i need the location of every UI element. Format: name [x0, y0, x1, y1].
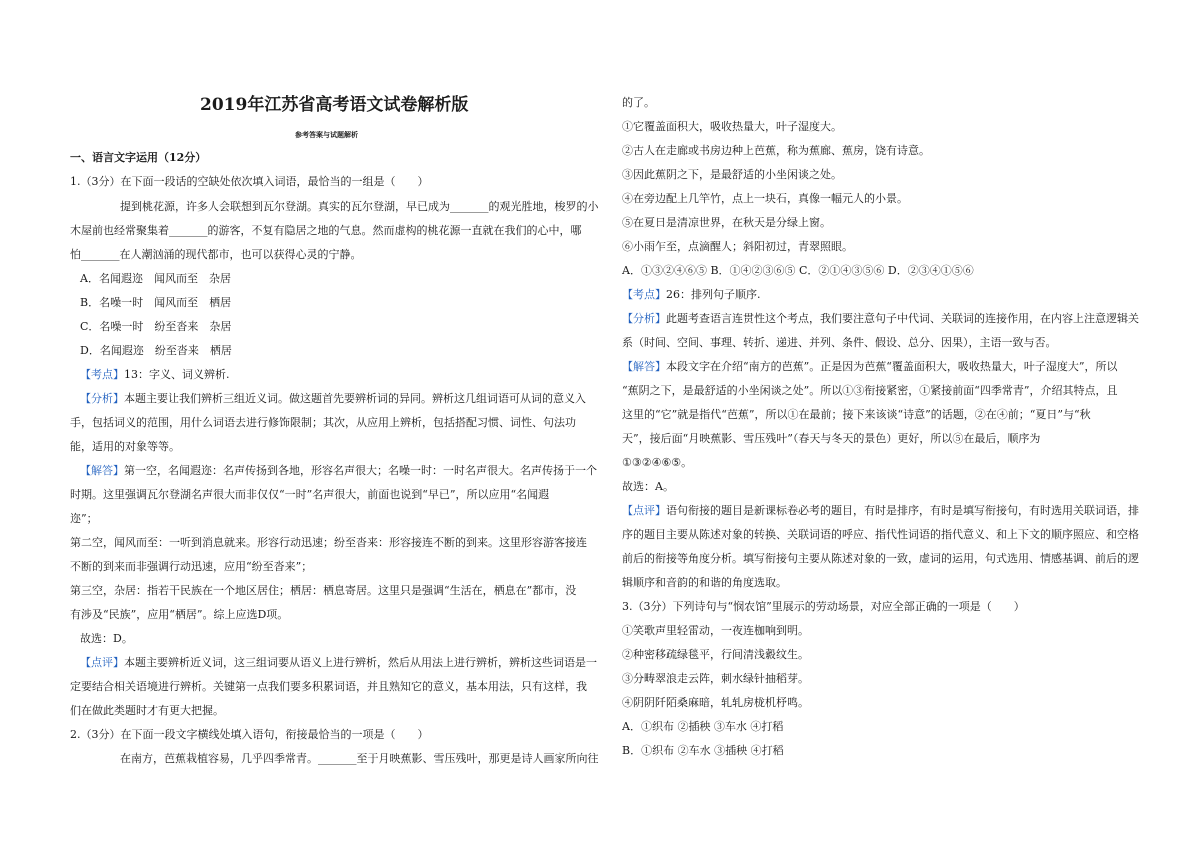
- q1-dianping: [80, 656, 597, 670]
- q2-sentence: ④在旁边配上几竿竹，点上一块石，真像一幅元人的小景。: [622, 192, 908, 205]
- q1-jieda-line: 第二空，闻风而至：一听到消息就来。形容行动迅速；纷至沓来：形容接连不断的到来。这里形容游客接连: [70, 536, 587, 549]
- q2-passage-line: 的了。: [622, 96, 655, 109]
- q2-sentence: ①它覆盖面积大，吸收热量大，叶子湿度大。: [622, 120, 842, 133]
- q2-jieda-line: 天”，接后面“月映蕉影、雪压残叶”（春天与冬天的景色）更好，所以⑤在最后，顺序为: [622, 432, 1041, 445]
- q1-jieda-line: 第三空，杂居：指若干民族在一个地区居住；栖居：栖息寄居。这里只是强调“生活在，栖息在”都市，没: [70, 584, 577, 597]
- q3-sentence: ③分畴翠浪走云阵，刺水绿针抽稻芽。: [622, 672, 809, 685]
- dianping-tag: 【点评】: [622, 504, 666, 517]
- q1-dianping-line: 定要结合相关语境进行辨析。关键第一点我们要多积累词语，并且熟知它的意义，基本用法，只有这样，我: [70, 680, 587, 693]
- kaodian-text: 26：排列句子顺序.: [666, 288, 761, 301]
- q1-fenxi-line: 手，包括词义的范围，用什么词语去进行修饰限制；其次，从应用上辨析，包括搭配习惯、词性、句法功: [70, 416, 576, 429]
- q2-dianping-line: 序的题目主要从陈述对象的转换、关联词语的呼应、指代性词语的指代意义、和上下文的顺序照应、和空格: [622, 528, 1139, 541]
- q3-sentence: ②种密移疏绿毯平，行间清浅縠纹生。: [622, 648, 809, 661]
- q2-options: A．①③②④⑥⑤ B．①④②③⑥⑤ C．②①④③⑤⑥ D．②③④①⑤⑥: [622, 264, 974, 277]
- q1-jieda-line: 迩”；: [70, 512, 98, 525]
- dianping-text: 本题主要辨析近义词，这三组词要从语义上进行辨析，然后从用法上进行辨析，辨析这些词语是一: [124, 656, 597, 669]
- kaodian-text: 13：字义、词义辨析.: [124, 368, 230, 381]
- page-subtitle: 参考答案与试题解析: [295, 130, 358, 139]
- q1-option-b: B．名噪一时 闻风而至 栖居: [80, 296, 232, 309]
- q2-fenxi: [622, 312, 1139, 326]
- q2-jieda: [622, 360, 1118, 374]
- dianping-tag: 【点评】: [80, 656, 124, 669]
- q2-fenxi-line: 系（时间、空间、事理、转折、递进、并列、条件、假设、总分、因果），主语一致与否。: [622, 336, 1057, 349]
- q2-sentence: ⑤在夏日是清凉世界，在秋天是分绿上窗。: [622, 216, 831, 229]
- q3-option-b: B．①织布 ②车水 ③插秧 ④打稻: [622, 744, 784, 757]
- q2-sentence: ③因此蕉阴之下，是最舒适的小坐闲谈之处。: [622, 168, 842, 181]
- fenxi-text: 此题考查语言连贯性这个考点，我们要注意句子中代词、关联词的连接作用，在内容上注意逻辑关: [666, 312, 1139, 325]
- q1-fenxi: [80, 392, 586, 406]
- question-2-stem: 2.（3分）在下面一段文字横线处填入语句，衔接最恰当的一项是（ ）: [70, 728, 429, 741]
- q2-sentence: ⑥小雨乍至，点滴醒人；斜阳初过，青翠照眼。: [622, 240, 853, 253]
- q1-option-a: A．名闻遐迩 闻风而至 杂居: [80, 272, 231, 285]
- q2-sentence: ②古人在走廊或书房边种上芭蕉，称为蕉廊、蕉房，饶有诗意。: [622, 144, 930, 157]
- q1-passage-line: 提到桃花源，许多人会联想到瓦尔登湖。真实的瓦尔登湖，早已成为_______的观光胜地，梭罗的小: [120, 200, 599, 213]
- q2-kaodian: [622, 288, 761, 302]
- q1-jieda-line: 时期。这里强调瓦尔登湖名声很大而非仅仅“一时”名声很大，前面也说到“早已”，所以应用“名闻遐: [70, 488, 550, 501]
- q3-sentence: ④阴阴阡陌桑麻暗，轧轧房栊机杼鸣。: [622, 696, 809, 709]
- q2-jieda-line: ①③②④⑥⑤。: [622, 456, 693, 469]
- question-3-stem: 3.（3分）下列诗句与“悯农馆”里展示的劳动场景，对应全部正确的一项是（ ）: [622, 600, 1025, 613]
- q1-passage-line: 怕_______在人潮汹涌的现代都市，也可以获得心灵的宁静。: [70, 248, 362, 261]
- kaodian-tag: 【考点】: [622, 288, 666, 301]
- q1-jieda-line: 有涉及“民族”，应用“栖居”。综上应选D项。: [70, 608, 289, 621]
- fenxi-tag: 【分析】: [622, 312, 666, 325]
- jieda-text: 第一空，名闻遐迩：名声传扬到各地，形容名声很大；名噪一时：一时名声很大。名声传扬于一个: [124, 464, 597, 477]
- q2-jieda-line: “蕉阴之下，是最舒适的小坐闲谈之处”。所以①③衔接紧密，①紧接前面“四季常青”，介绍其特点，且: [622, 384, 1118, 397]
- fenxi-text: 本题主要让我们辨析三组近义词。做这题首先要辨析词的异同。辨析这几组词语可从词的意义入: [124, 392, 586, 405]
- q3-option-a: A．①织布 ②插秧 ③车水 ④打稻: [622, 720, 784, 733]
- q2-dianping-line: 辑顺序和音韵的和谐的角度选取。: [622, 576, 787, 589]
- q1-dianping-line: 们在做此类题时才有更大把握。: [70, 704, 224, 717]
- q1-passage-line: 木屋前也经常聚集着_______的游客，不复有隐居之地的气息。然而虚构的桃花源一直就在我们的心中，哪: [70, 224, 582, 237]
- jieda-text: 本段文字在介绍“南方的芭蕉”。正是因为芭蕉“覆盖面积大，吸收热量大，叶子湿度大”，所以: [666, 360, 1118, 373]
- page-title: 2019年江苏省高考语文试卷解析版: [200, 95, 469, 115]
- q1-jieda: [80, 464, 597, 478]
- q1-option-d: D．名闻遐迩 纷至沓来 栖居: [80, 344, 232, 357]
- jieda-tag: 【解答】: [622, 360, 666, 373]
- q1-kaodian: [80, 368, 230, 382]
- q2-jieda-line: 这里的“它”就是指代“芭蕉”，所以①在最前；接下来该谈“诗意”的话题，②在④前；“夏日”与“秋: [622, 408, 1091, 421]
- q3-sentence: ①笑歌声里轻雷动，一夜连枷响到明。: [622, 624, 809, 637]
- q2-passage-line: 在南方，芭蕉栽植容易，几乎四季常青。_______至于月映蕉影、雪压残叶，那更是诗人画家所向往: [120, 752, 599, 765]
- dianping-text: 语句衔接的题目是新课标卷必考的题目，有时是排序，有时是填写衔接句，有时选用关联词语，排: [666, 504, 1139, 517]
- q2-dianping: [622, 504, 1139, 518]
- q2-answer: 故选：A。: [622, 480, 674, 493]
- section-heading: 一、语言文字运用（12分）: [70, 151, 207, 164]
- q2-dianping-line: 前后的衔接等角度分析。填写衔接句主要从陈述对象的一致，虚词的运用，句式选用、情感基调、前后的逻: [622, 552, 1139, 565]
- q1-option-c: C．名噪一时 纷至沓来 杂居: [80, 320, 232, 333]
- fenxi-tag: 【分析】: [80, 392, 124, 405]
- q1-answer: 故选：D。: [80, 632, 133, 645]
- question-1-stem: 1.（3分）在下面一段话的空缺处依次填入词语，最恰当的一组是（ ）: [70, 175, 429, 188]
- q1-fenxi-line: 能，适用的对象等等。: [70, 440, 180, 453]
- kaodian-tag: 【考点】: [80, 368, 124, 381]
- jieda-tag: 【解答】: [80, 464, 124, 477]
- q1-jieda-line: 不断的到来而非强调行动迅速，应用“纷至沓来”；: [70, 560, 313, 573]
